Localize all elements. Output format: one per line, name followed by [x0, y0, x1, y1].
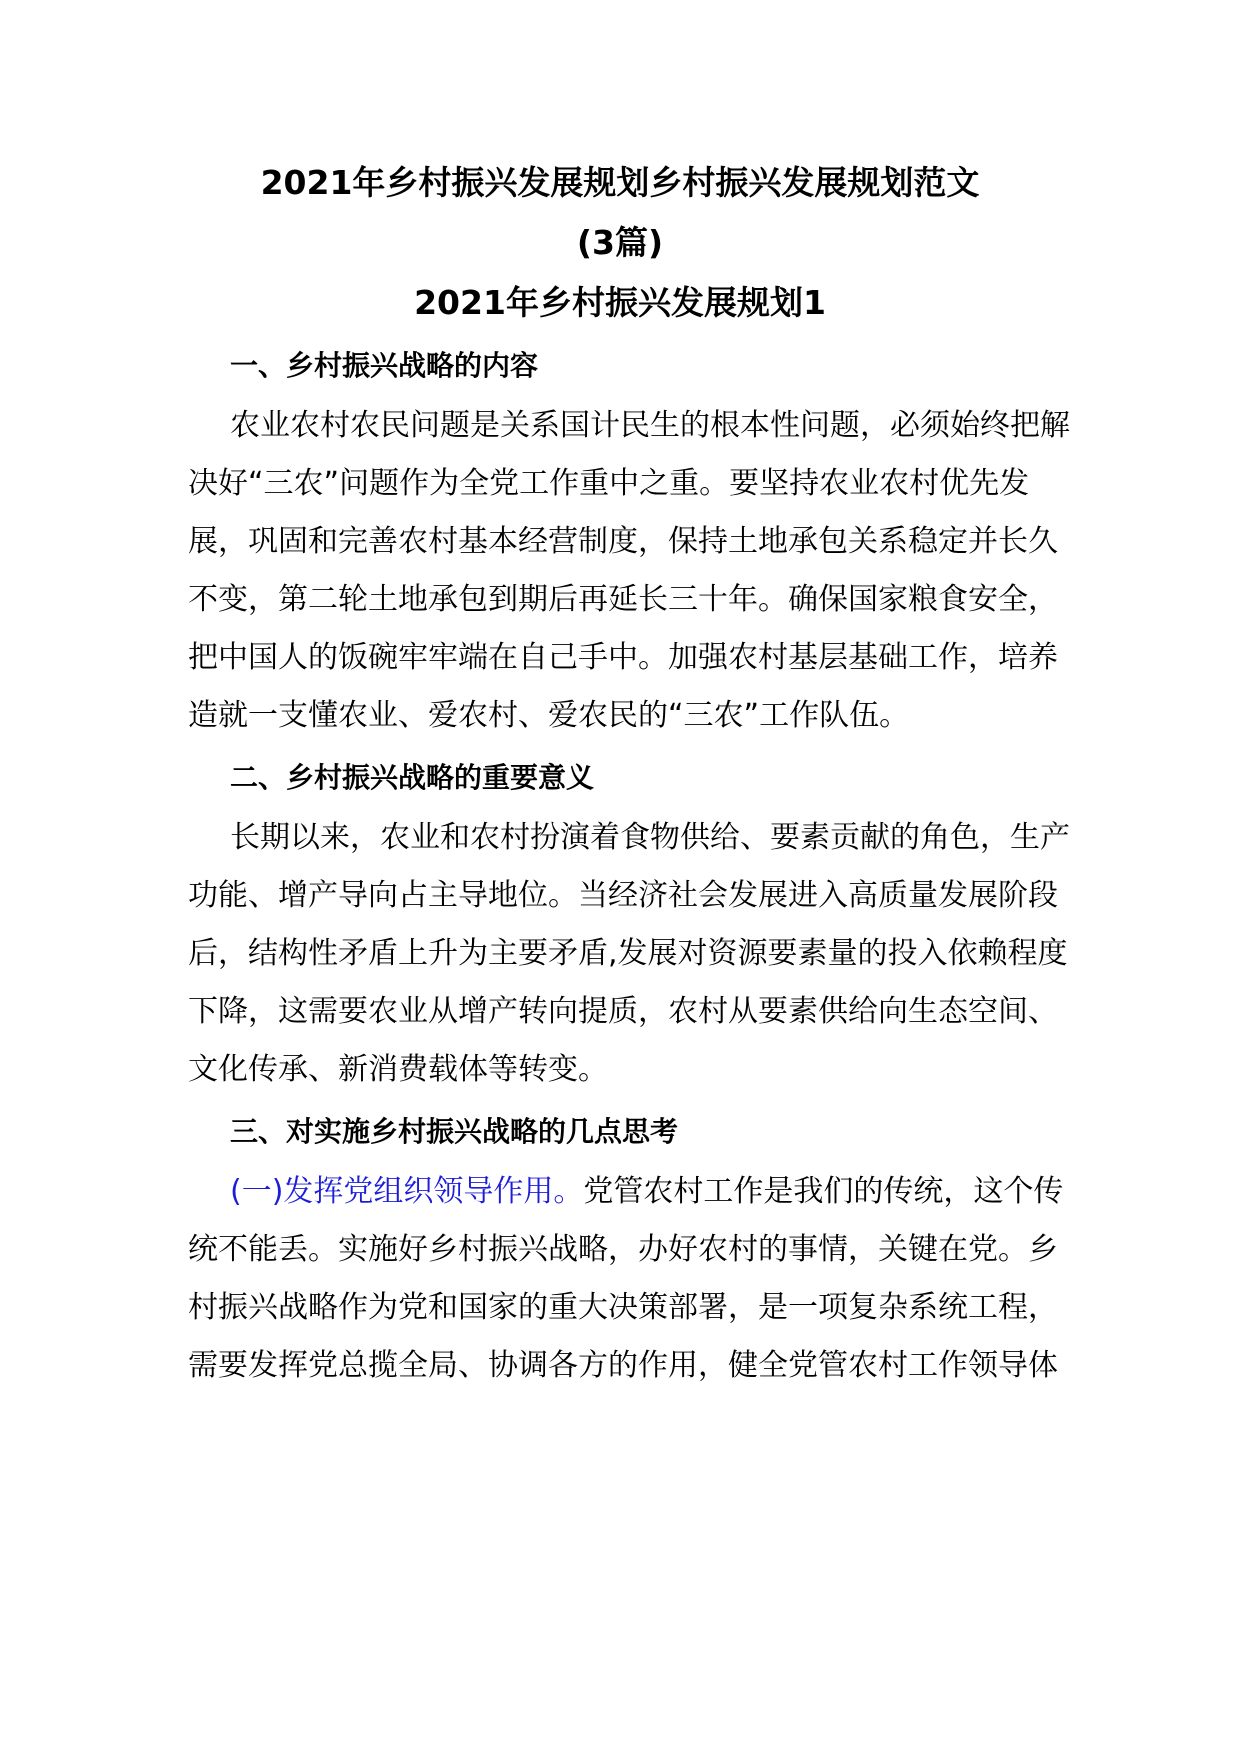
document-title-line-2: (3篇)	[576, 223, 664, 262]
section-3-line-2: 统不能丢。实施好乡村振兴战略，办好农村的事情，关键在党。乡	[188, 1232, 1058, 1267]
document-title-line-1: 2021年乡村振兴发展规划乡村振兴发展规划范文	[260, 163, 980, 202]
section-3-line-1	[230, 1172, 1063, 1212]
section-1-line-2: 决好“三农”问题作为全党工作重中之重。要坚持农业农村优先发	[188, 466, 1030, 501]
section-2-line-1: 长期以来，农业和农村扮演着食物供给、要素贡献的角色，生产	[230, 820, 1070, 855]
section-2-heading: 二、乡村振兴战略的重要意义	[230, 761, 595, 794]
section-1-line-3: 展，巩固和完善农村基本经营制度，保持土地承包关系稳定并长久	[188, 524, 1058, 559]
section-3-line-4: 需要发挥党总揽全局、协调各方的作用，健全党管农村工作领导体	[188, 1348, 1058, 1383]
section-1-line-6: 造就一支懂农业、爱农村、爱农民的“三农”工作队伍。	[188, 698, 910, 733]
document-subtitle: 2021年乡村振兴发展规划1	[414, 283, 826, 322]
section-3-highlight: (一)发挥党组织领导作用。	[230, 1174, 584, 1209]
section-2-line-4: 下降，这需要农业从增产转向提质，农村从要素供给向生态空间、	[188, 994, 1058, 1029]
section-3-heading: 三、对实施乡村振兴战略的几点思考	[230, 1115, 679, 1148]
section-1-line-5: 把中国人的饭碗牢牢端在自己手中。加强农村基层基础工作，培养	[188, 640, 1058, 675]
section-2-line-5: 文化传承、新消费载体等转变。	[188, 1052, 608, 1087]
section-2-line-2: 功能、增产导向占主导地位。当经济社会发展进入高质量发展阶段	[188, 878, 1058, 913]
section-3-line-3: 村振兴战略作为党和国家的重大决策部署，是一项复杂系统工程，	[188, 1290, 1058, 1325]
section-1-line-4: 不变，第二轮土地承包到期后再延长三十年。确保国家粮食安全，	[188, 582, 1058, 617]
section-3-line-1-rest: 党管农村工作是我们的传统，这个传	[583, 1174, 1064, 1209]
section-2-line-3: 后，结构性矛盾上升为主要矛盾,发展对资源要素量的投入依赖程度	[188, 936, 1068, 971]
section-1-heading: 一、乡村振兴战略的内容	[230, 349, 539, 382]
section-1-line-1: 农业农村农民问题是关系国计民生的根本性问题，必须始终把解	[230, 408, 1070, 443]
